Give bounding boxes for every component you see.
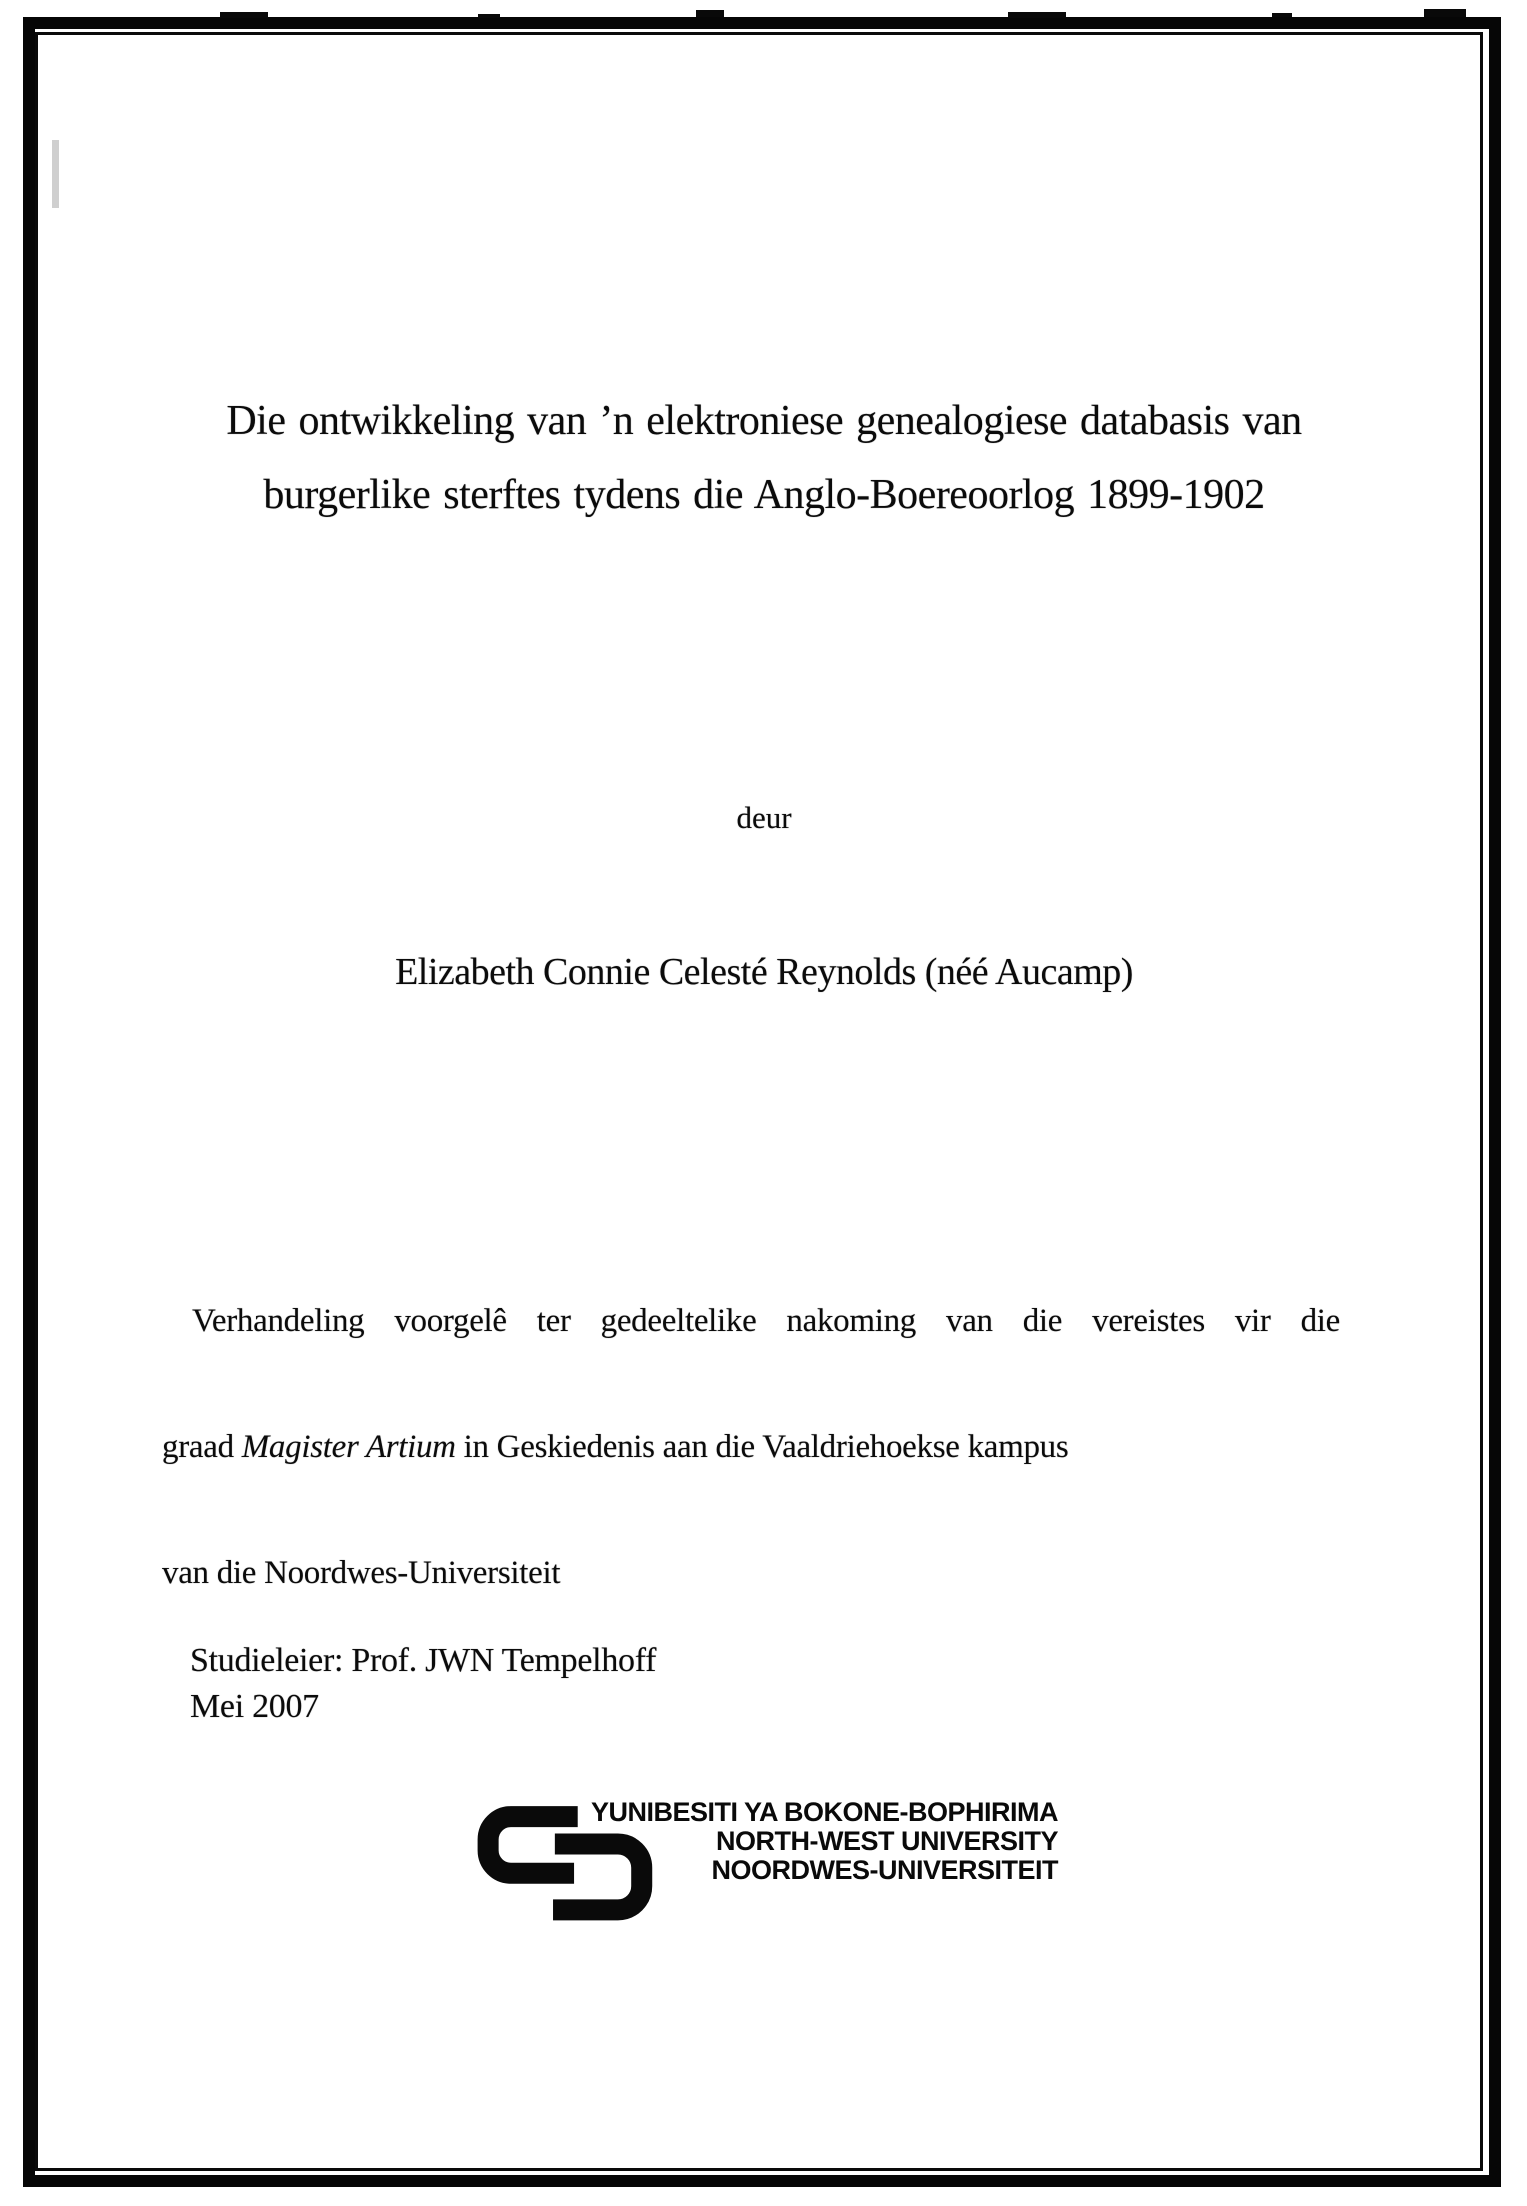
degree-statement-line2-post: in Geskiedenis aan die Vaaldriehoekse kampus <box>455 1429 1069 1465</box>
university-logo-text <box>568 1798 1058 1885</box>
scan-artifact <box>696 10 724 17</box>
scan-artifact <box>478 14 500 18</box>
degree-statement-line3: van die Noordwes-Universiteit <box>162 1555 561 1591</box>
logo-line-afrikaans: NOORDWES-UNIVERSITEIT <box>711 1855 1058 1885</box>
logo-line-setswana: YUNIBESITI YA BOKONE-BOPHIRIMA <box>590 1797 1058 1827</box>
scan-artifact <box>1424 9 1466 17</box>
supervisor-date-block <box>190 1638 1090 1730</box>
thesis-title-line2: burgerlike sterftes tydens die Anglo-Boereoorlog 1899-1902 <box>263 472 1265 518</box>
scan-artifact <box>24 2060 38 2140</box>
byline-label: deur <box>736 800 792 835</box>
scan-artifact <box>52 140 59 208</box>
degree-name-italic: Magister Artium <box>241 1429 456 1465</box>
author-name: Elizabeth Connie Celesté Reynolds (néé Aucamp) <box>395 951 1133 993</box>
scan-artifact <box>1008 12 1066 18</box>
degree-statement-line1: Verhandeling voorgelê ter gedeeltelike nakoming van die vereistes vir die <box>192 1303 1340 1339</box>
scan-artifact <box>220 12 268 18</box>
date-line: Mei 2007 <box>190 1688 319 1725</box>
degree-statement <box>162 1216 1340 1678</box>
scan-artifact <box>1272 13 1292 17</box>
thesis-title-line1: Die ontwikkeling van ’n elektroniese genealogiese databasis van <box>226 398 1302 444</box>
supervisor-line: Studieleier: Prof. JWN Tempelhoff <box>190 1642 657 1679</box>
logo-line-english: NORTH-WEST UNIVERSITY <box>715 1826 1058 1856</box>
degree-statement-line2-pre: graad <box>162 1429 242 1465</box>
degree-statement-line2 <box>162 1426 1340 1468</box>
thesis-title <box>64 384 1464 532</box>
